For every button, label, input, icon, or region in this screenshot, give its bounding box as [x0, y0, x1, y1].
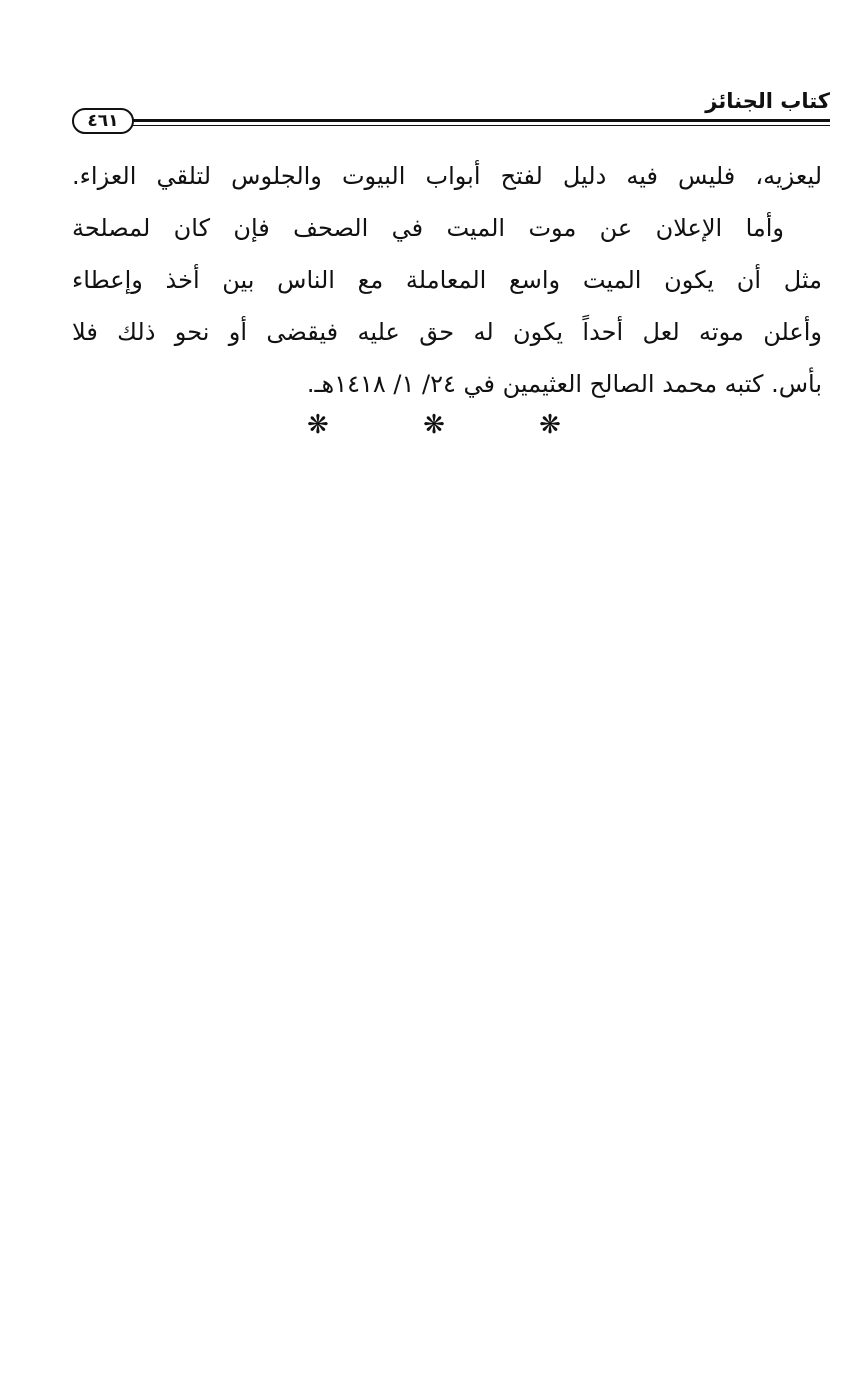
chapter-title: كتاب الجنائز: [705, 89, 830, 113]
header-rule-thin: [124, 125, 830, 126]
text-line-2: وأما الإعلان عن موت الميت في الصحف فإن كان لمصلحة: [72, 214, 784, 242]
text-line-1: ليعزيه، فليس فيه دليل لفتح أبواب البيوت والجلوس لتلقي العزاء.: [72, 162, 822, 190]
page-number: ٤٦١: [72, 108, 134, 134]
text-line-4: وأعلن موته لعل أحداً يكون له حق عليه فيقضى أو نحو ذلك فلا: [72, 318, 822, 346]
page-header: [72, 88, 830, 136]
header-rule: [124, 119, 830, 122]
body-text: [72, 150, 822, 410]
text-line-3: مثل أن يكون الميت واسع المعاملة مع الناس بين أخذ وإعطاء: [72, 266, 822, 294]
section-separator: ❋ ❋ ❋: [307, 410, 589, 440]
text-line-5: بأس. كتبه محمد الصالح العثيمين في ٢٤/ ١/ ١٤١٨هـ.: [306, 370, 822, 398]
